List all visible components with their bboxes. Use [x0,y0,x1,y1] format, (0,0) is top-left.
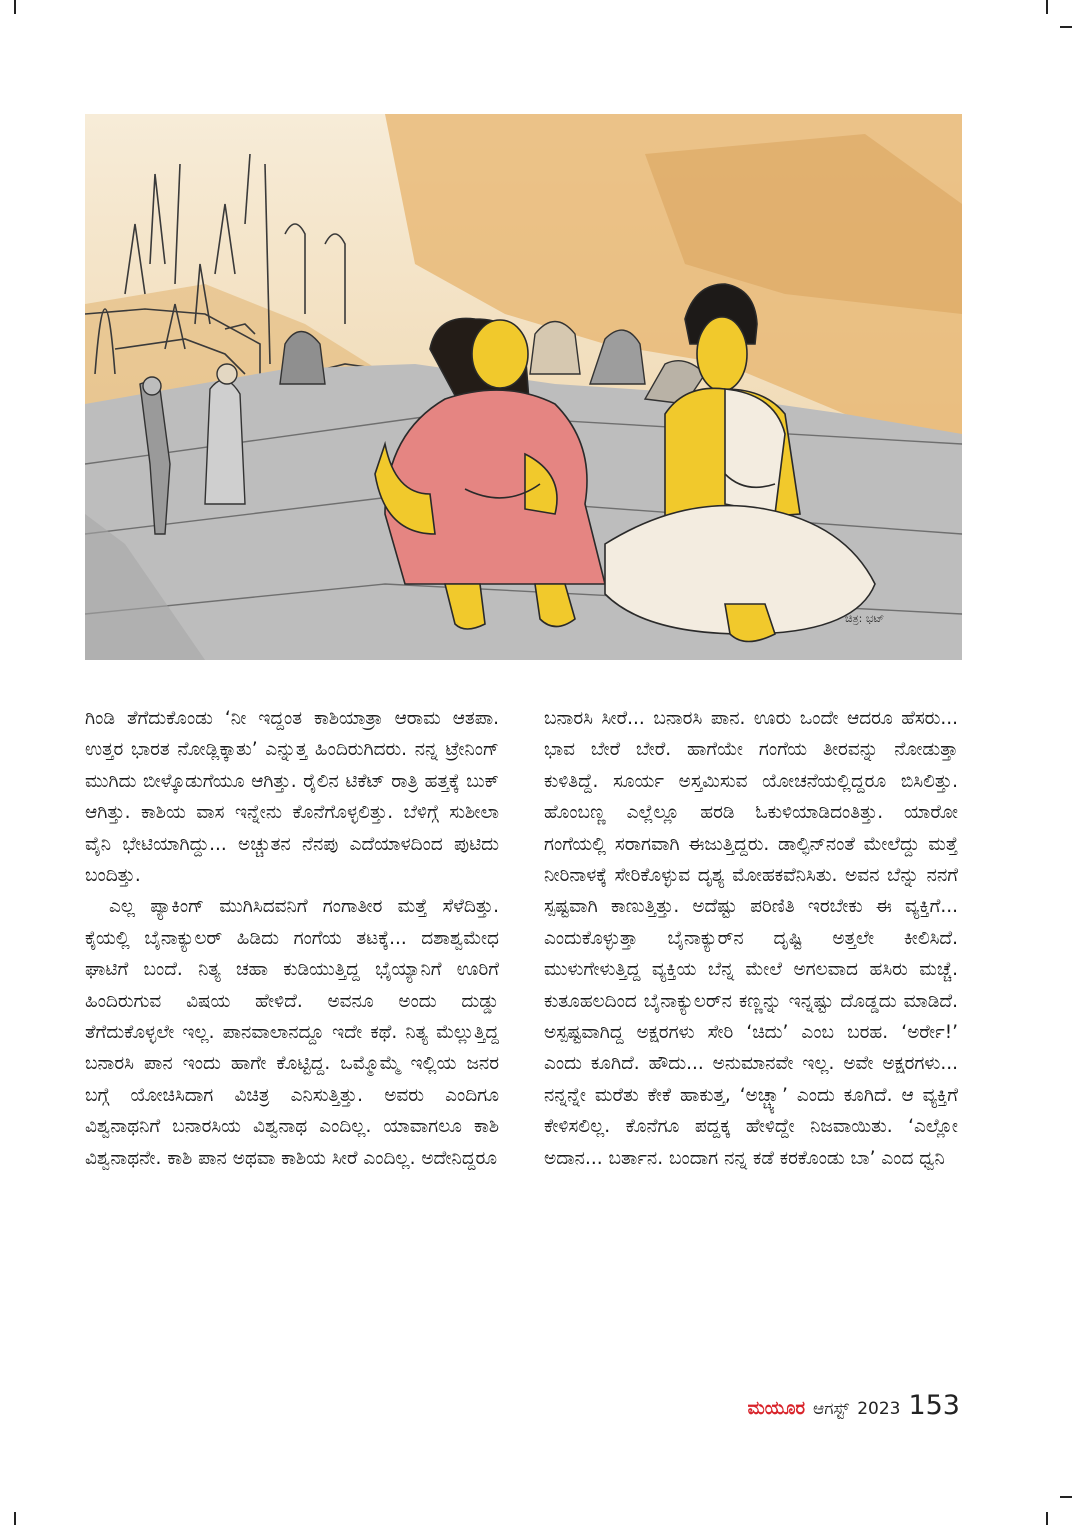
magazine-brand: ಮಯೂರ [747,1398,805,1419]
story-illustration [85,114,962,660]
crop-mark-bottom-right-v [1046,1512,1048,1525]
article-paragraph: ಎಲ್ಲ ಪ್ಯಾಕಿಂಗ್ ಮುಗಿಸಿದವನಿಗೆ ಗಂಗಾತೀರ ಮತ್ತೆ ಸೆಳೆದಿತ್ತು. ಕೈಯಲ್ಲಿ ಬೈನಾಕ್ಯುಲರ್ ಹಿಡಿದು ಗಂಗೆಯ ತಟಕ್ಕೆ... ದಶಾಶ್ವಮೇಧ ಘಾಟಿಗೆ ಬಂದೆ. ನಿತ್ಯ ಚಹಾ ಕುಡಿಯುತ್ತಿದ್ದ ಭೈಯ್ಯಾನಿಗೆ ಊರಿಗೆ ಹಿಂದಿರುಗುವ ವಿಷಯ ಹೇಳಿದೆ. ಅವನೂ ಅಂದು ದುಡ್ಡು ತೆಗೆದುಕೊಳ್ಳಲೇ ಇಲ್ಲ. ಪಾನವಾಲಾನದ್ದೂ ಇದೇ ಕಥೆ. ನಿತ್ಯ ಮೆಲ್ಲುತ್ತಿದ್ದ ಬನಾರಸಿ ಪಾನ ಇಂದು ಹಾಗೇ ಕೊಟ್ಟಿದ್ದ. ಒಮ್ಮೊಮ್ಮೆ ಇಲ್ಲಿಯ ಜನರ ಬಗ್ಗೆ ಯೋಚಿಸಿದಾಗ ವಿಚಿತ್ರ ಎನಿಸುತ್ತಿತ್ತು. ಅವರು ಎಂದಿಗೂ ವಿಶ್ವನಾಥನಿಗೆ ಬನಾರಸಿಯ ವಿಶ್ವನಾಥ ಎಂದಿಲ್ಲ. ಯಾವಾಗಲೂ ಕಾಶಿ ವಿಶ್ವನಾಥನೇ. ಕಾಶಿ ಪಾನ ಅಥವಾ ಕಾಶಿಯ ಸೀರೆ ಎಂದಿಲ್ಲ. ಅದೇನಿದ್ದರೂ [85,896,499,1169]
crop-mark-bottom-left [14,1512,16,1525]
article-paragraph: ಬನಾರಸಿ ಸೀರೆ... ಬನಾರಸಿ ಪಾನ. ಊರು ಒಂದೇ ಆದರೂ ಹೆಸರು... ಭಾವ ಬೇರೆ ಬೇರೆ. ಹಾಗೆಯೇ ಗಂಗೆಯ ತೀರವನ್ನು ನೋಡುತ್ತಾ ಕುಳಿತಿದ್ದೆ. ಸೂರ್ಯ ಅಸ್ತಮಿಸುವ ಯೋಚನೆಯಲ್ಲಿದ್ದರೂ ಬಿಸಿಲಿತ್ತು. ಹೊಂಬಣ್ಣ ಎಲ್ಲೆಲ್ಲೂ ಹರಡಿ ಓಕುಳಿಯಾಡಿದಂತಿತ್ತು. ಯಾರೋ ಗಂಗೆಯಲ್ಲಿ ಸರಾಗವಾಗಿ ಈಜುತ್ತಿದ್ದರು. ಡಾಲ್ಫಿನ್‌ನಂತೆ ಮೇಲೆದ್ದು ಮತ್ತೆ ನೀರಿನಾಳಕ್ಕೆ ಸೇರಿಕೊಳ್ಳುವ ದೃಶ್ಯ ಮೋಹಕವೆನಿಸಿತು. ಅವನ ಬೆನ್ನು ನನಗೆ ಸ್ಪಷ್ಟವಾಗಿ ಕಾಣುತ್ತಿತ್ತು. ಅದೆಷ್ಟು ಪರಿಣಿತಿ ಇರಬೇಕು ಈ ವ್ಯಕ್ತಿಗೆ... ಎಂದುಕೊಳ್ಳುತ್ತಾ ಬೈನಾಕ್ಯುರ್‌ನ ದೃಷ್ಟಿ ಅತ್ತಲೇ ಕೀಲಿಸಿದೆ. ಮುಳುಗೇಳುತ್ತಿದ್ದ ವ್ಯಕ್ತಿಯ ಬೆನ್ನ ಮೇಲೆ ಅಗಲವಾದ ಹಸಿರು ಮಚ್ಚೆ. ಕುತೂಹಲದಿಂದ ಬೈನಾಕ್ಯುಲರ್‌ನ ಕಣ್ಣನ್ನು ಇನ್ನಷ್ಟು ದೊಡ್ಡದು ಮಾಡಿದೆ. ಅಸ್ಪಷ್ಟವಾಗಿದ್ದ ಅಕ್ಷರಗಳು ಸೇರಿ ‘ಚಿದು’ ಎಂಬ ಬರಹ. ‘ಅರ್ರೇ!’ ಎಂದು ಕೂಗಿದೆ. ಹೌದು... ಅನುಮಾನವೇ ಇಲ್ಲ. ಅವೇ ಅಕ್ಷರಗಳು... ನನ್ನನ್ನೇ ಮರೆತು ಕೇಕೆ ಹಾಕುತ್ತ, ‘ಅಚ್ಚ್ಯಾ’ ಎಂದು ಕೂಗಿದೆ. ಆ ವ್ಯಕ್ತಿಗೆ ಕೇಳಿಸಲಿಲ್ಲ. ಕೊನೆಗೂ ಪದ್ದಕ್ಕ ಹೇಳಿದ್ದೇ ನಿಜವಾಯಿತು. ‘ಎಲ್ಲೋ ಅದಾನ... ಬರ್ತಾನ. ಬಂದಾಗ ನನ್ನ ಕಡೆ ಕರಕೊಂಡು ಬಾ’ ಎಂದ ಧ್ವನಿ [544,708,958,1169]
page-number: 153 [908,1390,960,1421]
issue-year: 2023 [857,1399,901,1419]
article-column-left [85,703,499,1174]
crop-mark-bottom-right-h [1060,1496,1072,1498]
article-paragraph: ಗಿಂಡಿ ತೆಗೆದುಕೊಂಡು ‘ನೀ ಇದ್ದಂತ ಕಾಶಿಯಾತ್ರಾ ಆರಾಮ ಆತಪಾ. ಉತ್ತರ ಭಾರತ ನೋಡ್ಲಿಕ್ಕಾತು’ ಎನ್ನುತ್ತ ಹಿಂದಿರುಗಿದರು. ನನ್ನ ಟ್ರೇನಿಂಗ್ ಮುಗಿದು ಬೀಳ್ಕೊಡುಗೆಯೂ ಆಗಿತ್ತು. ರೈಲಿನ ಟಿಕೆಟ್ ರಾತ್ರಿ ಹತ್ತಕ್ಕೆ ಬುಕ್ ಆಗಿತ್ತು. ಕಾಶಿಯ ವಾಸ ಇನ್ನೇನು ಕೊನೆಗೊಳ್ಳಲಿತ್ತು. ಬೆಳಿಗ್ಗೆ ಸುಶೀಲಾ ವೈನಿ ಭೇಟಿಯಾಗಿದ್ದು... ಅಚ್ಚುತನ ನೆನಪು ಎದೆಯಾಳದಿಂದ ಪುಟಿದು ಬಂದಿತ್ತು. [85,708,499,887]
illustrator-signature: ಚಿತ್ರ: ಭಟ್ [845,612,885,625]
page-footer [748,1390,960,1421]
illustration-drawing [85,114,962,660]
crop-mark-top-right-h [1060,26,1072,28]
issue-month: ಆಗಸ್ಟ್ [813,1399,850,1419]
crop-mark-top-left [14,0,16,14]
article-column-right [544,703,958,1174]
crop-mark-top-right-v [1046,0,1048,14]
